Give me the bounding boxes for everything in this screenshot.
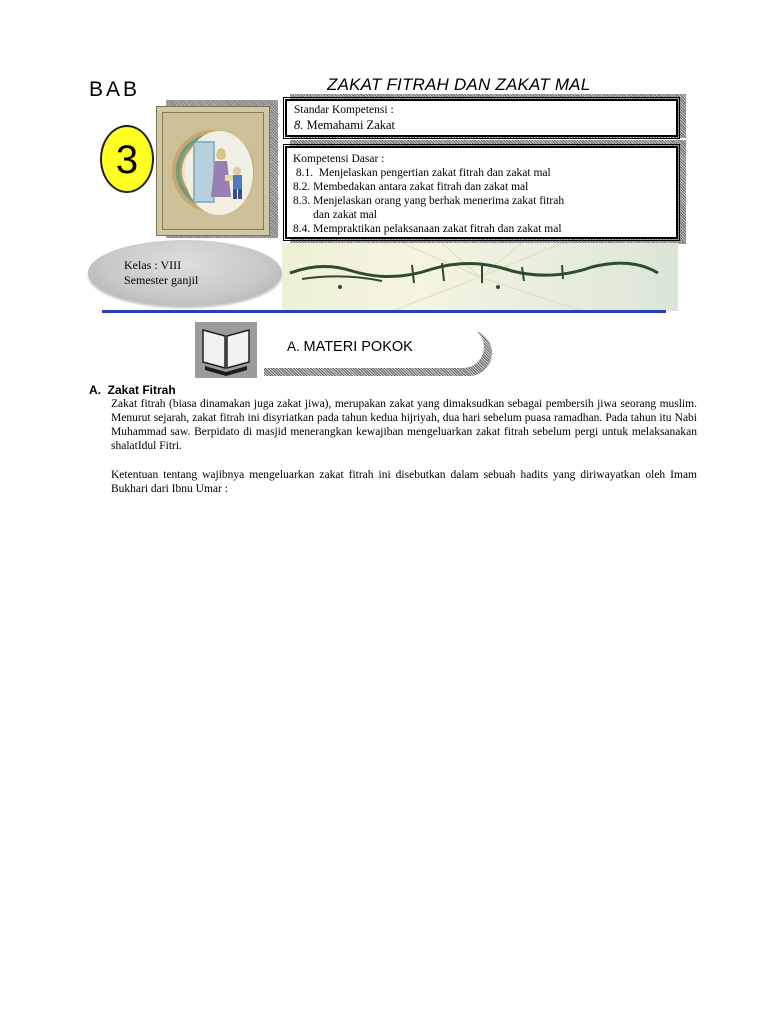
standar-kompetensi-number: 8. — [294, 118, 304, 132]
zakat-illustration — [185, 131, 253, 215]
paragraph-1: Zakat fitrah (biasa dinamakan juga zakat jiwa), merupakan zakat yang dimaksudkan sebagai pembersih jiwa seorang muslim. Menurut sejarah, zakat fitrah ini disyriatkan pada tahun kedua hijriyah, dua hari sebelum puasa ramadhan. Pada tahun itu Nabi Muhammad saw. Berpidato di masjid menerangkan kewajiban mengeluarkan zakat fitrah sebelum pergi untuk melaksanakan shalatIdul Fitri. — [111, 398, 697, 452]
materi-pokok-prefix: A. — [287, 339, 300, 354]
section-divider — [102, 310, 666, 313]
kompetensi-dasar-box — [285, 146, 678, 239]
standar-kompetensi-text: Memahami Zakat — [306, 118, 396, 132]
kompetensi-dasar-item: 8.3. Menjelaskan orang yang berhak menerima zakat fitrah — [293, 195, 565, 207]
people-giving-zakat-icon — [185, 131, 253, 215]
book-image — [195, 322, 257, 378]
bismillah-calligraphy-banner — [282, 243, 678, 311]
kelas-line: Kelas : VIII — [124, 258, 182, 272]
bismillah-calligraphy-icon — [282, 243, 678, 311]
standar-kompetensi-item — [294, 117, 669, 133]
materi-pokok-heading — [287, 339, 413, 355]
standar-kompetensi-label: Standar Kompetensi : — [294, 104, 394, 116]
ornamental-border — [162, 112, 264, 230]
kompetensi-dasar-item: 8.2. Membedakan antara zakat fitrah dan zakat mal — [293, 181, 529, 193]
materi-pokok-label: MATERI POKOK — [303, 339, 413, 355]
chapter-number-badge: 3 — [100, 125, 154, 193]
chapter-title: ZAKAT FITRAH DAN ZAKAT MAL — [327, 75, 591, 94]
kompetensi-dasar-label: Kompetensi Dasar : — [293, 153, 385, 165]
kompetensi-dasar-item: dan zakat mal — [293, 209, 377, 221]
semester-line: Semester ganjil — [124, 273, 199, 287]
section-heading: A. Zakat Fitrah — [89, 383, 176, 397]
kompetensi-dasar-item: 8.4. Mempraktikan pelaksanaan zakat fitrah dan zakat mal — [293, 223, 562, 235]
kelas-info — [124, 258, 198, 288]
open-book-icon — [195, 322, 257, 378]
paragraph-2: Ketentuan tentang wajibnya mengeluarkan zakat fitrah ini disebutkan dalam sebuah hadits yang diriwayatkan oleh Imam Bukhari dari Ibnu Umar : — [111, 469, 697, 495]
kompetensi-dasar-item: 8.1. Menjelaskan pengertian zakat fitrah dan zakat mal — [293, 167, 551, 179]
illustration-frame — [156, 106, 270, 236]
bab-label: BAB — [89, 78, 141, 101]
standar-kompetensi-box — [285, 99, 678, 137]
